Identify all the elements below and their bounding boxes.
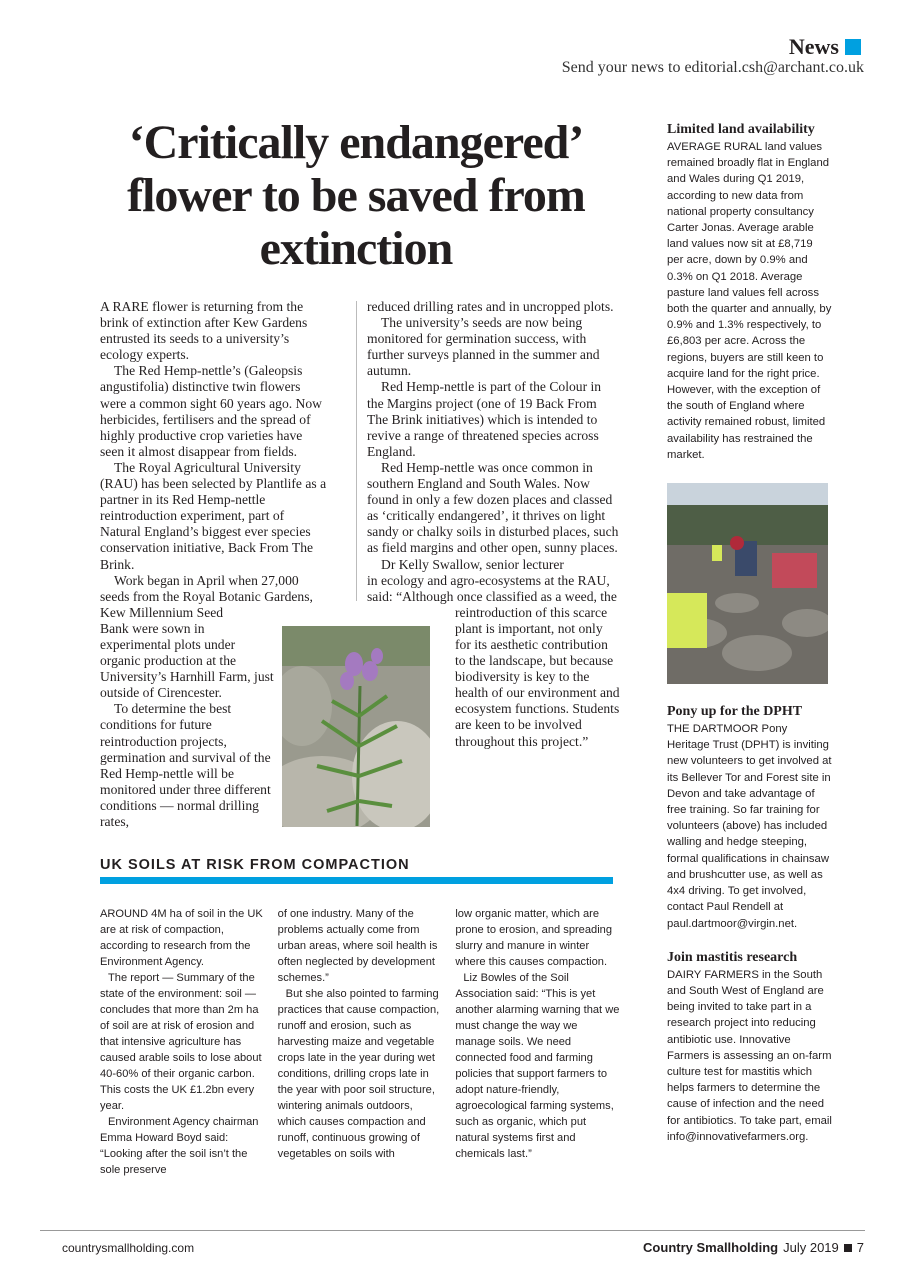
paragraph: Dr Kelly Swallow, senior lecturer — [381, 556, 564, 572]
sidebar-text: DAIRY FARMERS in the South and South West of England are being invited to take part in a research project into reducing antibiotic use. Innovative Farmers is assessing an on-farm culture test for mastitis which helps farmers to determine the cause of infection and the need for antibiotics. To take part, email info@innovativefarmers.org. — [667, 968, 832, 1143]
sidebar-story-mastitis — [667, 950, 832, 1145]
paragraph: To determine the best conditions for future reintroduction projects, germination and survival of the Red Hemp-nettle will be monitored under three different conditions — normal drilling rates, — [100, 701, 271, 829]
sidebar-heading: Limited land availability — [667, 122, 815, 137]
volunteers-photo — [667, 483, 828, 684]
paragraph: Red Hemp-nettle was once common in southern England and South Wales. Now found in only a few dozen places and classed as ‘critically endangered’, it thrives on light sandy or chalky soils in disturbed places, such as field margins and other open, sunny places. — [367, 459, 619, 556]
sidebar-heading: Join mastitis research — [667, 949, 798, 965]
paragraph: of one industry. Many of the problems actually come from urban areas, where soil health is often neglected by development schemes.” — [277, 908, 438, 985]
red-hemp-nettle-photo — [282, 626, 430, 827]
sidebar-text: THE DARTMOOR Pony Heritage Trust (DPHT) is inviting new volunteers to get involved at its Bellever Tor and Forest site in Devon and take advantage of free training. So far training for volunteers (above) has included walling and hedge steeping, formal qualifications in chainsaw and brushcutter use, as well as 4x4 driving. To get involved, contact Paul Rendell at paul.dartmoor@virgin.net. — [667, 723, 832, 930]
section-label — [789, 34, 861, 60]
paragraph: AROUND 4M ha of soil in the UK are at risk of compaction, according to research from the Environment Agency. — [100, 908, 263, 969]
paragraph: reduced drilling rates and in uncropped plots. — [367, 299, 614, 314]
soils-heading: UK SOILS AT RISK FROM COMPACTION — [100, 857, 410, 874]
paragraph: The Royal Agricultural University (RAU) has been selected by Plantlife as a partner in its Red Hemp-nettle reintroduction experiment, part of Natural England’s biggest ever species conservation initiative, Back From The Brink. — [100, 459, 327, 572]
soils-story — [100, 856, 620, 1178]
sidebar-story-land — [667, 122, 832, 463]
paragraph: Environment Agency chairman Emma Howard Boyd said: “Looking after the soil isn’t the sole preserve — [100, 1116, 259, 1177]
paragraph: Red Hemp-nettle is part of the Colour in the Margins project (one of 19 Back From The Brink initiatives) which is intended to revive a range of threatened species across England. — [367, 379, 602, 459]
soils-column-1 — [100, 906, 265, 1178]
main-content — [100, 299, 620, 1178]
article-body — [100, 299, 620, 830]
send-news-line: Send your news to editorial.csh@archant.co.uk — [561, 59, 864, 76]
paragraph: The Red Hemp-nettle’s (Galeopsis angustifolia) distinctive twin flowers were a common sight 60 years ago. Now herbicides, fertilisers and the spread of highly productive crop varieties have seen it almost disappear from fields. — [100, 363, 322, 459]
sidebar-story-dpht — [667, 704, 832, 932]
paragraph: The report — Summary of the state of the environment: soil — concludes that more than 2m ha of soil are at risk of erosion and that intensive agriculture has caused arable soils to lose about 40-60% of their organic carbon. This costs the UK £1.2bn every year. — [100, 972, 262, 1113]
magazine-name: Country Smallholding — [643, 1240, 779, 1255]
sidebar-text: AVERAGE RURAL land values remained broadly flat in England and Wales during Q1 2019, according to new data from national property consultancy Carter Jonas. Average arable land values now sit at £8,719 per acre, down by 0.9% and 0.3% on Q1 2018. Average pasture land values fell across both the quarter and annually, by 0.9% and 1.3% respectively, to £6,803 per acre. Across the regions, buyers are still keen to acquire land for the right price. However, with the exception of the south of England where activity remained robust, limited availability has restrained the market. — [667, 141, 832, 461]
sidebar-heading: Pony up for the DPHT — [667, 704, 803, 720]
column-divider — [356, 301, 357, 601]
article-headline: ‘Critically endangered’ flower to be saved from extinction — [127, 116, 585, 275]
page-number: 7 — [856, 1240, 864, 1255]
footer-folio — [643, 1240, 864, 1255]
footer-website: countrysmallholding.com — [62, 1241, 195, 1255]
paragraph: The university’s seeds are now being monitored for germination success, with further surveys planned in the summer and autumn. — [367, 315, 600, 379]
soils-column-2 — [278, 906, 443, 1178]
paragraph: Liz Bowles of the Soil Association said: “This is yet another alarming warning that we must change the way we manage soils. We need connected food and farming policies that support farmers to adopt nature-friendly, agroecological farming systems, such as organic, which put natural systems first and chemicals last.” — [455, 972, 620, 1161]
paragraph: Work began in April when 27,000 seeds from the Royal Botanic Gardens, Kew Millennium Seed — [100, 572, 313, 620]
paragraph: Bank were sown in experimental plots under organic production at the University’s Harnhill Farm, just outside of Cirencester. — [100, 620, 274, 701]
paragraph: A RARE flower is returning from the brink of extinction after Kew Gardens entrusted its seeds to a university’s ecology experts. — [100, 299, 308, 363]
paragraph: low organic matter, which are prone to erosion, and spreading slurry and manure in winter where this causes compaction. — [455, 908, 612, 969]
footer-rule — [40, 1230, 865, 1231]
issue-date: July 2019 — [783, 1240, 839, 1255]
soils-columns — [100, 906, 620, 1178]
section-square-icon — [845, 39, 861, 55]
paragraph: But she also pointed to farming practices that cause compaction, runoff and erosion, such as harvesting maize and vegetable crops late in the year during wet conditions, drilling crops late in the year with poor soil structure, wintering animals outdoors, which causes compaction and runoff, continuous growing of vegetables on soils with — [277, 988, 440, 1161]
soils-column-3 — [455, 906, 620, 1178]
soils-heading-bar — [100, 877, 613, 884]
square-icon — [844, 1244, 852, 1252]
section-title: News — [788, 34, 839, 59]
sidebar — [667, 122, 832, 1145]
paragraph: in ecology and agro-ecosystems at the RAU, said: “Although once classified as a weed, the reintroduction of this scarce plant is important, not only for its aesthetic contribution to the landscape, but because biodiversity is key to the health of our environment and ecosystem functions. Students are keen to be involved throughout this project.” — [367, 572, 620, 749]
